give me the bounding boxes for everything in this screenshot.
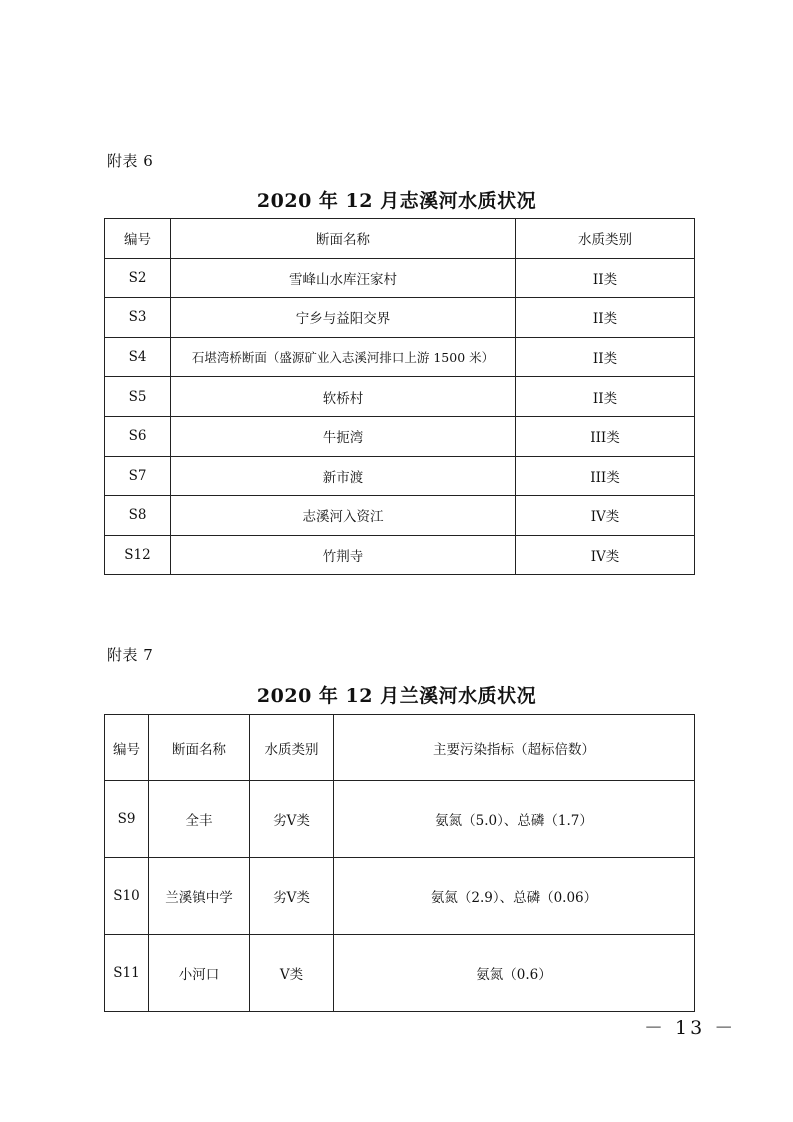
table6 [104,218,695,575]
table7-title: 2020 年 12 月兰溪河水质状况 [256,685,537,707]
table-row [105,416,695,456]
table-row [105,377,695,417]
table-row [105,935,695,1012]
table6-cell-section: 宁乡与益阳交界 [171,298,516,338]
table6-cell-class: III类 [516,416,695,456]
table6-cell-id: S5 [105,377,171,417]
table7-cell-pollutants: 氨氮（0.6） [334,935,695,1012]
table7-label: 附表 7 [107,646,154,664]
table7-cell-pollutants: 氨氮（5.0）、总磷（1.7） [334,781,695,858]
table-row [105,258,695,298]
table7-cell-id: S11 [105,935,149,1012]
table7-header-row [105,715,695,781]
table7-header-class: 水质类别 [250,715,334,781]
table7-cell-class: 劣V类 [250,781,334,858]
table6-cell-id: S8 [105,496,171,536]
table6-cell-section: 软桥村 [171,377,516,417]
table6-cell-class: IV类 [516,535,695,575]
table6-cell-class: II类 [516,258,695,298]
table6-cell-class: II类 [516,337,695,377]
table6-cell-id: S6 [105,416,171,456]
table-row [105,456,695,496]
table6-label: 附表 6 [107,152,154,170]
table7-cell-section: 全丰 [149,781,250,858]
table6-header-id: 编号 [105,219,171,259]
table7-header-pollutants: 主要污染指标（超标倍数） [334,715,695,781]
table7-cell-class: V类 [250,935,334,1012]
table6-cell-section: 竹荆寺 [171,535,516,575]
table7-cell-class: 劣V类 [250,858,334,935]
table7-cell-id: S9 [105,781,149,858]
table-row [105,781,695,858]
table6-cell-class: II类 [516,298,695,338]
table-row [105,858,695,935]
table-row [105,535,695,575]
table-row [105,496,695,536]
table6-cell-class: IV类 [516,496,695,536]
table7-cell-pollutants: 氨氮（2.9）、总磷（0.06） [334,858,695,935]
table7-cell-section: 小河口 [149,935,250,1012]
page-number: － 13 － [644,1017,737,1039]
table6-header-row [105,219,695,259]
table6-cell-id: S4 [105,337,171,377]
table6-cell-section: 雪峰山水库汪家村 [171,258,516,298]
table7 [104,714,695,1012]
table6-cell-class: III类 [516,456,695,496]
table6-title: 2020 年 12 月志溪河水质状况 [256,190,537,212]
table6-cell-class: II类 [516,377,695,417]
table6-header-section: 断面名称 [171,219,516,259]
table6-cell-id: S12 [105,535,171,575]
table6-cell-section: 新市渡 [171,456,516,496]
table-row [105,337,695,377]
table-row [105,298,695,338]
table6-header-class: 水质类别 [516,219,695,259]
table7-cell-section: 兰溪镇中学 [149,858,250,935]
table7-cell-id: S10 [105,858,149,935]
table6-cell-section: 牛扼湾 [171,416,516,456]
table6-cell-section: 志溪河入资江 [171,496,516,536]
table6-cell-id: S7 [105,456,171,496]
table6-cell-id: S2 [105,258,171,298]
table6-cell-section: 石堪湾桥断面（盛源矿业入志溪河排口上游 1500 米） [171,337,516,377]
table7-header-id: 编号 [105,715,149,781]
table7-header-section: 断面名称 [149,715,250,781]
table6-cell-id: S3 [105,298,171,338]
